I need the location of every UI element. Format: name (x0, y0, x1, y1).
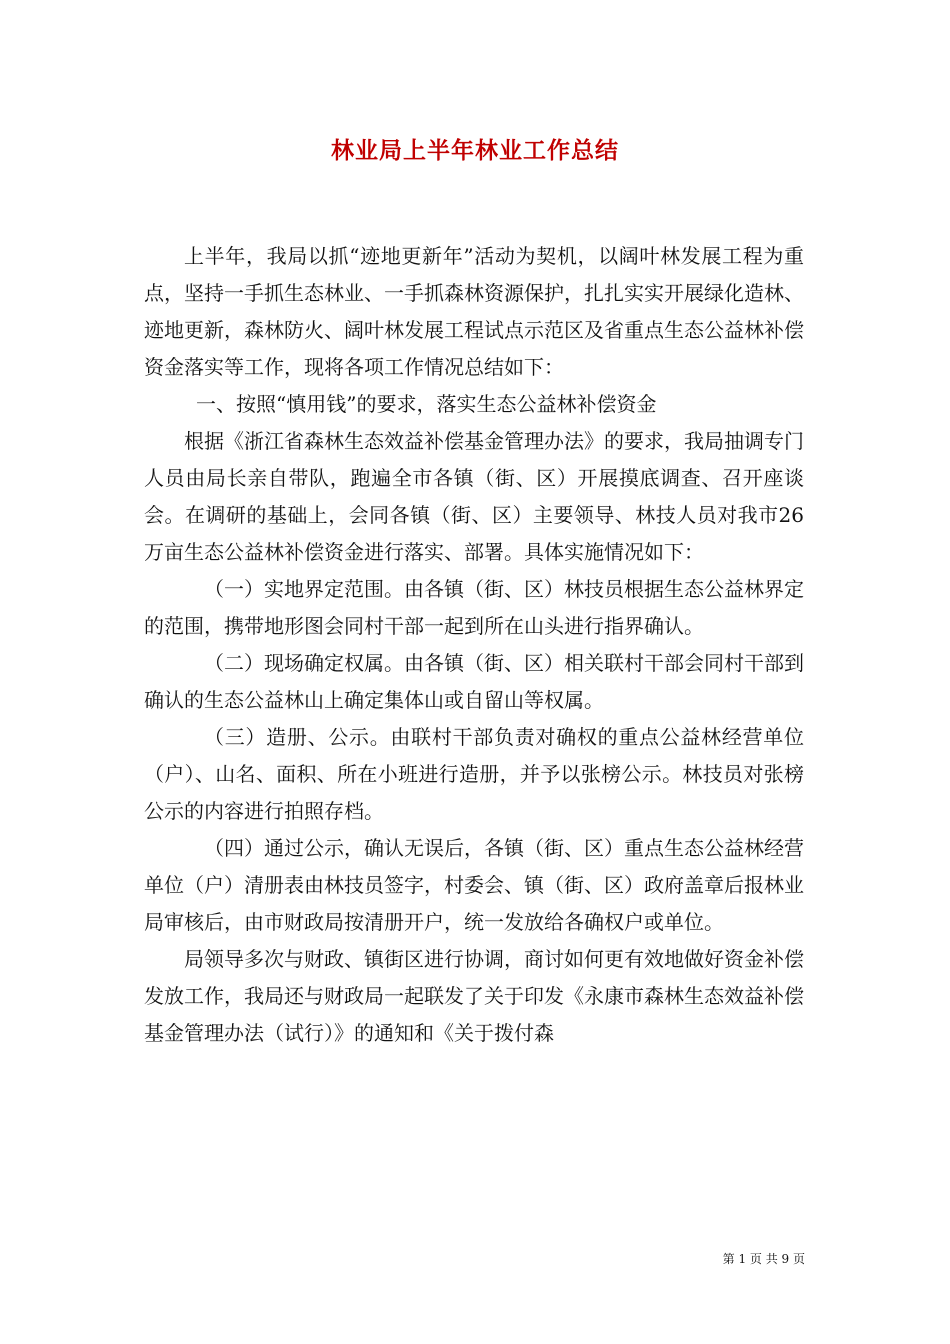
list-item-3: （三）造册、公示。由联村干部负责对确权的重点公益林经营单位（户）、山名、面积、所在小班进行造册，并予以张榜公示。林技员对张榜公示的内容进行拍照存档。 (144, 725, 804, 823)
list-item-4: （四）通过公示，确认无误后，各镇（街、区）重点生态公益林经营单位（户）清册表由林技员签字，村委会、镇（街、区）政府盖章后报林业局审核后，由市财政局按清册开户，统一发放给各确权户或单位。 (144, 836, 804, 934)
document-title: 林业局上半年林业工作总结 (331, 137, 619, 164)
section-heading-1: 一、按照“慎用钱”的要求，落实生态公益林补偿资金 (196, 392, 657, 416)
list-item-2: （二）现场确定权属。由各镇（街、区）相关联村干部会同村干部到确认的生态公益林山上确定集体山或自留山等权属。 (144, 651, 804, 712)
document-body (144, 238, 804, 1052)
paragraph-basis: 根据《浙江省森林生态效益补偿基金管理办法》的要求，我局抽调专门人员由局长亲自带队，跑遍全市各镇（街、区）开展摸底调查、召开座谈会。在调研的基础上，会同各镇（街、区）主要领导、林技人员对我市26万亩生态公益林补偿资金进行落实、部署。具体实施情况如下： (144, 429, 804, 564)
list-item-1: （一）实地界定范围。由各镇（街、区）林技员根据生态公益林界定的范围，携带地形图会同村干部一起到所在山头进行指界确认。 (144, 577, 804, 638)
page-number-footer: 第 1 页 共 9 页 (722, 1252, 805, 1266)
paragraph-intro: 上半年，我局以抓“迹地更新年”活动为契机，以阔叶林发展工程为重点，坚持一手抓生态林业、一手抓森林资源保护，扎扎实实开展绿化造林、迹地更新，森林防火、阔叶林发展工程试点示范区及省重点生态公益林补偿资金落实等工作，现将各项工作情况总结如下： (144, 244, 804, 379)
paragraph-coordination: 局领导多次与财政、镇街区进行协调，商讨如何更有效地做好资金补偿发放工作，我局还与财政局一起联发了关于印发《永康市森林生态效益补偿基金管理办法（试行）》的通知和《关于拨付森 (144, 947, 804, 1045)
